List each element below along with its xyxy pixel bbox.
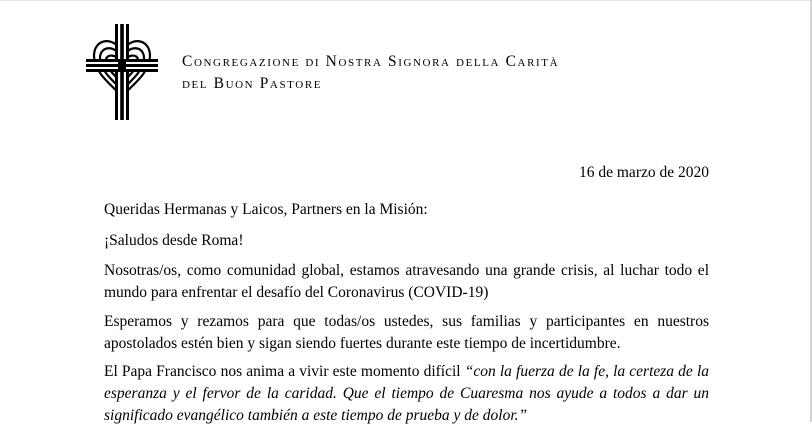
page-top-edge — [0, 0, 812, 1]
paragraph-1: Nosotras/os, como comunidad global, estamos atravesando una grande crisis, al luchar todo el mundo para enfrentar el desafío del Coronavirus (COVID-19) — [104, 262, 709, 301]
greeting: Queridas Hermanas y Laicos, Partners en la Misión: — [104, 201, 428, 218]
salutation: ¡Saludos desde Roma! — [104, 232, 244, 249]
letterhead-line-2: del Buon Pastore — [182, 75, 323, 92]
letterhead-line-1: Congregazione di Nostra Signora della Carità — [182, 53, 560, 70]
cross-heart-logo-icon — [84, 22, 160, 122]
pope-quote: “con la fuerza de la fe, la certeza de la esperanza y el fervor de la caridad. Que el tiempo de Cuaresma nos ayude a todos a dar un significado evangélico también a este tiempo de prueba y de dolor.” — [104, 363, 709, 424]
letter-date: 16 de marzo de 2020 — [579, 164, 709, 181]
paragraph-3-intro: El Papa Francisco nos anima a vivir este momento difícil — [104, 363, 465, 380]
paragraph-3 — [104, 361, 709, 427]
paragraph-2: Esperamos y rezamos para que todas/os ustedes, sus familias y participantes en nuestros apostolados estén bien y sigan siendo fuertes durante este tiempo de incertidumbre. — [104, 313, 709, 352]
